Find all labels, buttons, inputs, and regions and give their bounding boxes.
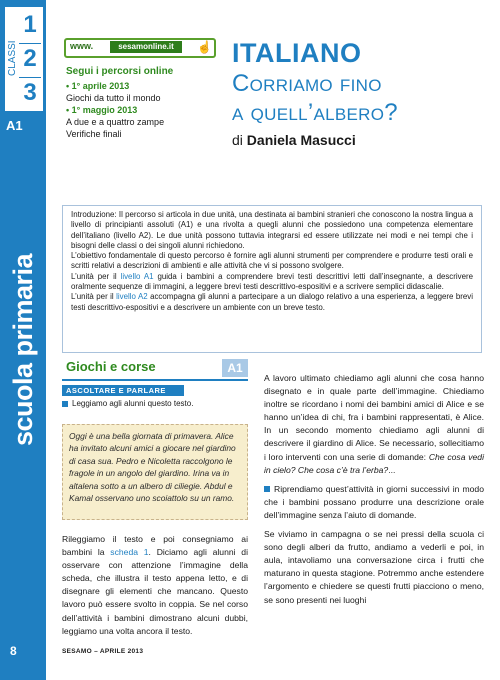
website-url-prefix: www. — [70, 41, 94, 51]
intro-p3-a: L’unità per il — [71, 271, 121, 281]
level-a1-link[interactable]: livello A1 — [120, 271, 154, 281]
section-title-text: scuola primaria — [8, 253, 38, 447]
classi-divider — [19, 43, 41, 44]
date-2: • 1° maggio 2013 — [66, 105, 138, 115]
date-1-text: Giochi da tutto il mondo — [66, 93, 161, 103]
left-body-a: Rileggiamo il testo e poi consegniamo ai bambini la — [62, 534, 248, 558]
classe-3: 3 — [23, 79, 37, 106]
activity-tag: ASCOLTARE E PARLARE — [62, 385, 184, 396]
level-a2-link[interactable]: livello A2 — [116, 292, 148, 302]
bullet-square-icon — [264, 486, 270, 492]
bullet-square-icon — [62, 401, 68, 407]
story-box: Oggi è una bella giornata di primavera. Alice ha invitato alcuni amici a giocare nel giardino di casa sua. Pedro e Nicoletta raccolgono le fragole in un angolo del giardino. Irina va in altalena sotto a un albero di ciliegie. Abdul e Kamal osservano uno scoiattolo su un ramo. — [62, 424, 248, 520]
author-prefix: di — [232, 132, 243, 148]
date-1: • 1° aprile 2013 — [66, 81, 130, 91]
instruction-bullet — [62, 399, 193, 408]
author — [232, 132, 356, 148]
intro-paragraph-4 — [71, 292, 473, 313]
article-title-line2: a quell’albero? — [232, 99, 398, 126]
website-badge[interactable] — [64, 38, 216, 58]
intro-box — [62, 205, 482, 353]
intro-paragraph-3 — [71, 272, 473, 293]
level-badge: A1 — [222, 359, 248, 377]
website-logo: sesamonline.it — [110, 41, 182, 53]
classi-box — [4, 6, 44, 112]
right-p1-end: ... — [388, 464, 396, 475]
left-body-b: . Diciamo agli alunni di osservare con attenzione l’immagine della scheda, che illustra il testo appena letto, e di disegnare gli elementi che mancano. Questo lavoro può essere svolto in coppia. Se nel corso dell’attività i bambini dimostrano alcuni dubbi, leggiamo una volta ancora il testo. — [62, 547, 248, 636]
right-p2-text: Riprendiamo quest’attività in giorni successivi in modo che i bambini possano produrre una descrizione orale dell’immagine senza l’aiuto di domande. — [264, 483, 484, 520]
level-label: A1 — [6, 118, 23, 133]
classi-label: CLASSI — [7, 40, 18, 76]
sidebar — [0, 0, 46, 680]
page-number: 8 — [10, 644, 17, 658]
section-heading — [62, 357, 248, 381]
article-title-line1: Corriamo fino — [232, 70, 382, 97]
classe-2: 2 — [23, 45, 37, 72]
footer: SESAMO – APRILE 2013 — [62, 648, 144, 655]
final-text: Verifiche finali — [66, 129, 122, 139]
online-title: Segui i percorsi online — [66, 66, 174, 77]
right-paragraph-2 — [264, 483, 484, 522]
online-dates — [66, 80, 226, 140]
classe-1: 1 — [23, 11, 37, 38]
instruction-text: Leggiamo agli alunni questo testo. — [72, 399, 194, 408]
intro-p4-b: accompagna gli alunni a partecipare a un dialogo relativo a una esperienza, a leggere brevi testi descrittivo-espositivi e a descrivere un ambiente con un breve testo. — [71, 292, 473, 312]
intro-p3-b: guida i bambini a comprendere brevi testi descrittivi letti dall’insegnante, a descrivere oralmente sequenze di immagini, a leggere brevi testi descrittivo-espositivi e a scrivere semplici didascalie. — [71, 271, 473, 292]
date-2-text: A due e a quattro zampe — [66, 117, 165, 127]
intro-paragraph-1: Introduzione: Il percorso si articola in due unità, una destinata ai bambini stranieri che conoscono la nostra lingua a livello di principianti assoluti (A1) e una rivolta a quegli alunni che possiedono una competenza elementare dell’italiano (livello A2). Le due unità possono tuttavia integrarsi ed essere utilizzate nei modi e nei tempi che i bisogni delle classi o dei singoli alunni richiedono. — [71, 210, 473, 250]
right-paragraph-3: Se viviamo in campagna o se nei pressi della scuola ci sono degli alberi da frutto, andiamo a vederli e poi, in aula, intavoliamo una conversazione circa i frutti che maturano in questa stagione. Potremmo anche estendere l’argomento e chiedere se questi frutti piacciono o meno, se sono presenti nei luoghi — [264, 529, 484, 605]
intro-paragraph-2: L’obiettivo fondamentale di questo percorso è fornire agli alunni strumenti per comprendere e produrre testi orali e scritti relativi a descrizioni di ambienti e alle attività che vi si possono svolgere. — [71, 251, 473, 271]
scheda-1-link[interactable]: scheda 1 — [110, 547, 149, 558]
classi-divider — [19, 77, 41, 78]
right-body-text — [264, 372, 484, 613]
author-name: Daniela Masucci — [246, 132, 356, 148]
right-p1-a: A lavoro ultimato chiediamo agli alunni che cosa hanno disegnato e in quale parte dell’immagine. Chiediamo inoltre se ricordano i nomi dei bambini amici di Alice e se hanno un’idea di chi, fra i bambini rappresentati, è Alice. In un secondo momento chiediamo agli alunni di descrivere il giardino di Alice. Se necessario, sollecitiamo i loro interventi con una serie di domande: — [264, 373, 484, 462]
intro-p4-a: L’unità per il — [71, 292, 117, 302]
right-p1-questions: Che cosa vedi in cielo? Che cosa c’è tra l’erba? — [264, 451, 484, 475]
right-paragraph-1 — [264, 372, 484, 477]
section-heading-title: Giochi e corse — [66, 359, 156, 374]
left-body-text — [62, 533, 248, 638]
subject-title: ITALIANO — [232, 38, 362, 68]
hand-cursor-icon: ☝ — [197, 40, 212, 54]
